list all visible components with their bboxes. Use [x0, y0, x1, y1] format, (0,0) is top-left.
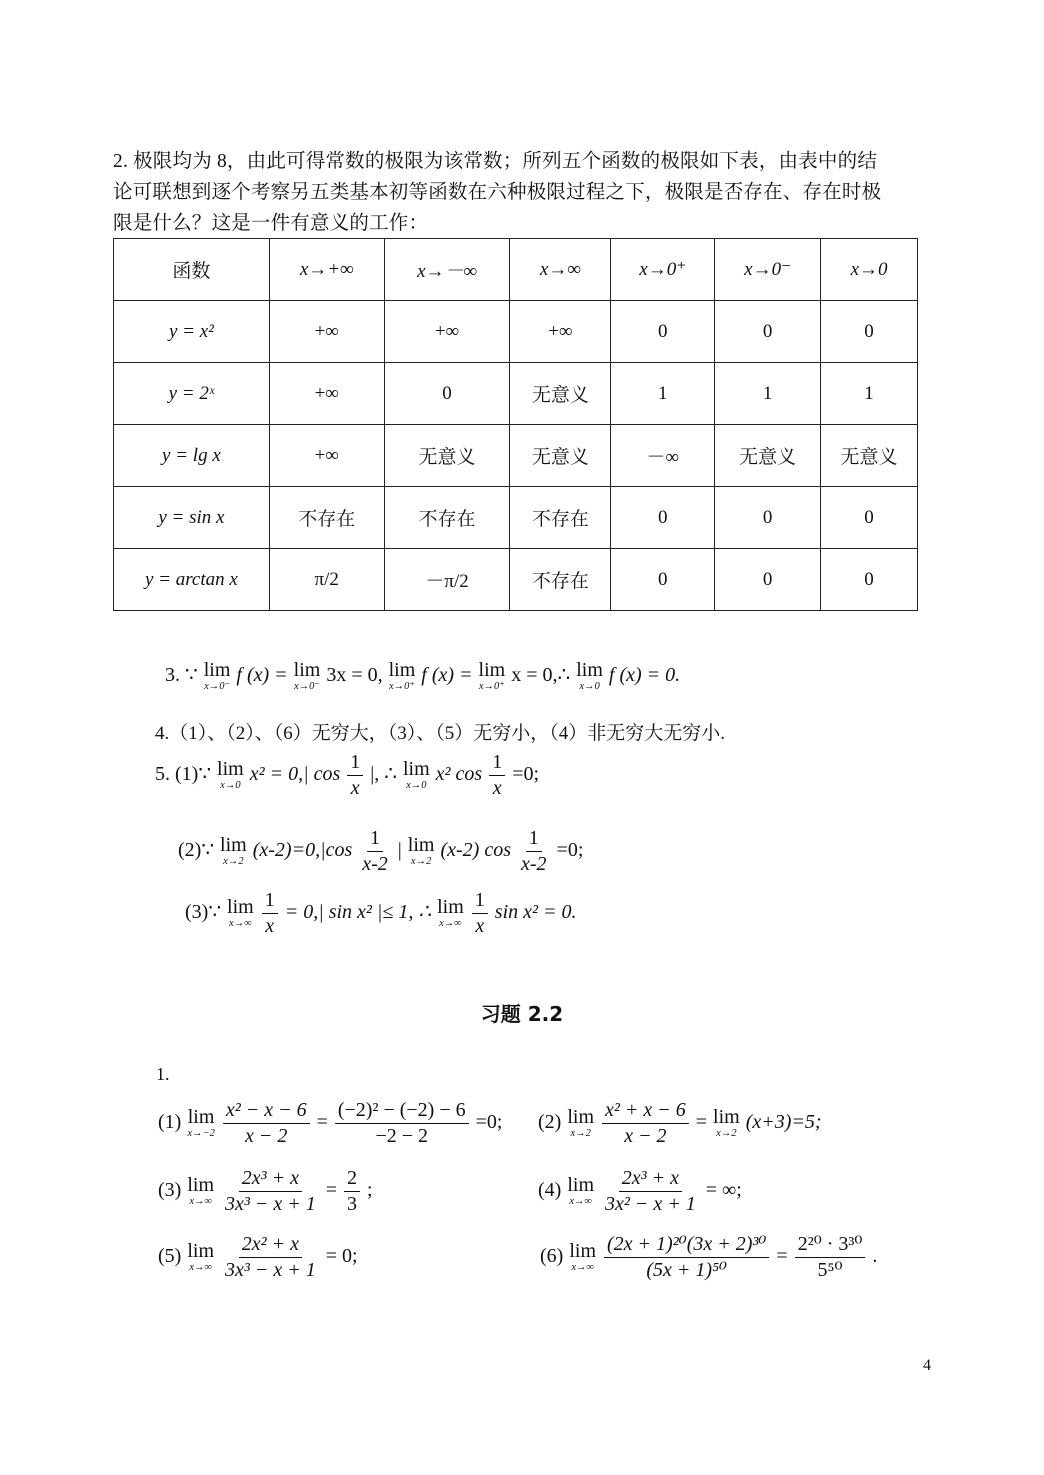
math-fragment: x − 2 — [624, 1125, 667, 1147]
fraction — [222, 1234, 319, 1281]
table-header-cell: x→∞ — [510, 239, 611, 301]
table-cell: 无意义 — [384, 425, 510, 487]
table-cell: 0 — [715, 549, 821, 611]
math-fragment: f (x) = — [421, 663, 473, 686]
math-fragment: x = 0,∴ — [511, 663, 571, 686]
math-fragment: 5⁵⁰ — [817, 1259, 843, 1281]
math-fragment: x² + x − 6 — [602, 1100, 689, 1124]
table-cell: +∞ — [510, 301, 611, 363]
math-fragment: lim — [567, 1174, 594, 1197]
math-fragment: x→∞ — [229, 918, 252, 930]
math-fragment: x→0⁻ — [204, 681, 231, 692]
math-fragment: x→0 — [220, 780, 241, 792]
math-fragment: x→∞ — [189, 1196, 212, 1208]
exercise-1-label: 1. — [156, 1064, 170, 1084]
table-cell: π/2 — [269, 549, 384, 611]
table-header-cell: x→－∞ — [384, 239, 510, 301]
fraction — [347, 752, 363, 799]
math-fragment: |, ∴ — [370, 763, 397, 786]
math-fragment: x→∞ — [569, 1196, 592, 1208]
math-fragment: 1 — [489, 752, 505, 776]
fraction — [222, 1168, 319, 1215]
table-header-cell: x→0⁺ — [611, 239, 715, 301]
math-fragment: = — [325, 1179, 338, 1202]
table-cell: 不存在 — [510, 549, 611, 611]
math-fragment: 3x = 0, — [326, 663, 383, 686]
math-fragment: (5x + 1)⁵⁰ — [646, 1259, 728, 1281]
table-cell: 0 — [715, 301, 821, 363]
math-fragment: x→−2 — [187, 1128, 215, 1140]
exercise-1-part-3 — [158, 1168, 373, 1215]
intro-paragraph — [113, 146, 943, 239]
math-fragment: x→2 — [410, 856, 432, 868]
limit-operator — [187, 1175, 214, 1208]
math-fragment: (1) — [158, 1111, 182, 1134]
math-fragment: x — [265, 915, 275, 937]
limit-operator — [567, 1107, 594, 1140]
table-cell: 无意义 — [510, 363, 611, 425]
table-cell: 不存在 — [384, 487, 510, 549]
math-fragment: 3x³ − x + 1 — [225, 1259, 316, 1281]
table-cell: －∞ — [611, 425, 715, 487]
math-fragment: ∵ — [185, 663, 198, 686]
math-fragment: lim — [567, 1106, 594, 1129]
fraction — [489, 752, 505, 799]
math-fragment: x→0 — [406, 780, 427, 792]
table-row — [114, 301, 918, 363]
table-corner-cell: 函数 — [114, 239, 270, 301]
table-cell: 0 — [821, 487, 918, 549]
limit-operator — [187, 1107, 215, 1140]
math-fragment: x→∞ — [439, 918, 462, 930]
limits-table — [113, 238, 918, 611]
math-fragment: x − 2 — [245, 1125, 288, 1147]
table-row — [114, 363, 918, 425]
table-cell: 0 — [611, 549, 715, 611]
intro-line-1: 2. 极限均为 8，由此可得常数的极限为该常数；所列五个函数的极限如下表，由表中的结 — [113, 151, 878, 172]
table-cell: 无意义 — [821, 425, 918, 487]
math-fragment: = — [316, 1111, 328, 1134]
math-fragment: (6) — [540, 1245, 564, 1268]
math-fragment: lim — [402, 758, 430, 781]
page-number: 4 — [923, 1357, 931, 1374]
function-cell: y = 2ˣ — [114, 363, 270, 425]
limit-operator — [576, 660, 603, 693]
math-fragment: sin x² = 0. — [494, 901, 577, 924]
fraction — [262, 890, 278, 937]
math-fragment: lim — [576, 659, 603, 681]
table-header-cell: x→0 — [821, 239, 918, 301]
math-fragment: x-2 — [362, 853, 388, 875]
math-fragment: x→2 — [223, 856, 244, 868]
fraction — [602, 1100, 689, 1147]
table-cell: 1 — [611, 363, 715, 425]
math-fragment: lim — [227, 896, 254, 919]
fraction — [223, 1100, 310, 1147]
fraction — [795, 1234, 866, 1281]
math-fragment: lim — [569, 1240, 596, 1263]
math-fragment: 2²⁰ · 3³⁰ — [795, 1234, 866, 1258]
math-fragment: (1)∵ — [175, 763, 212, 786]
table-cell: +∞ — [269, 363, 384, 425]
math-fragment: 3. — [165, 663, 180, 686]
math-fragment: =0; — [556, 839, 584, 862]
table-cell: +∞ — [384, 301, 510, 363]
limit-operator — [403, 759, 430, 792]
math-fragment: (x+3)=5; — [745, 1111, 822, 1134]
math-fragment: = — [776, 1245, 788, 1268]
math-fragment: lim — [187, 1106, 215, 1129]
table-header-cell: x→+∞ — [269, 239, 384, 301]
function-cell: y = arctan x — [114, 549, 270, 611]
table-cell: 0 — [384, 363, 510, 425]
math-fragment: lim — [713, 1106, 740, 1129]
math-fragment: lim — [187, 1240, 214, 1263]
table-row — [114, 549, 918, 611]
math-fragment: 3x³ − x + 1 — [225, 1193, 316, 1215]
section-heading: 习题 2.2 — [480, 1002, 564, 1026]
fraction — [518, 828, 550, 875]
intro-line-2: 论可联想到逐个考察另五类基本初等函数在六种极限过程之下，极限是否存在、存在时极 — [113, 182, 882, 203]
math-fragment: x — [492, 777, 502, 799]
fraction — [359, 828, 391, 875]
math-fragment: (x-2) cos — [440, 839, 511, 862]
item-4-text: 4.（1）、（2）、（6）无穷大，（3）、（5）无穷小，（4）非无穷大无穷小. — [155, 723, 726, 744]
math-fragment: = — [695, 1111, 708, 1134]
math-fragment: =0; — [512, 763, 540, 786]
math-fragment: (5) — [158, 1245, 182, 1268]
math-fragment: . — [872, 1245, 878, 1268]
exercise-1-part-1 — [158, 1100, 502, 1147]
math-fragment: 1 — [262, 890, 278, 914]
table-header-row — [114, 239, 918, 301]
limit-operator — [408, 835, 435, 868]
table-row — [114, 425, 918, 487]
table-cell: 无意义 — [715, 425, 821, 487]
math-fragment: x→2 — [570, 1128, 591, 1140]
math-fragment: 1 — [526, 828, 542, 852]
math-fragment: x² − x − 6 — [223, 1100, 310, 1124]
math-fragment: lim — [187, 1174, 214, 1197]
function-cell: y = lg x — [114, 425, 270, 487]
math-fragment: (x-2)=0,|cos — [252, 839, 353, 862]
table-cell: +∞ — [269, 301, 384, 363]
math-fragment: lim — [478, 659, 506, 681]
math-fragment: x — [350, 777, 360, 799]
exercise-1-part-2 — [538, 1100, 822, 1147]
table-cell: 1 — [715, 363, 821, 425]
math-fragment: = 0,| sin x² |≤ 1, ∴ — [284, 901, 432, 924]
limit-operator — [227, 897, 254, 930]
table-cell: 1 — [821, 363, 918, 425]
math-fragment: = ∞; — [705, 1179, 742, 1202]
math-fragment: (3) — [158, 1179, 182, 1202]
exercise-1-part-5 — [158, 1234, 358, 1281]
math-fragment: lim — [388, 659, 416, 681]
math-fragment: 2x³ + x — [619, 1168, 682, 1192]
math-fragment: (4) — [538, 1179, 562, 1202]
math-fragment: x→0 — [579, 681, 600, 692]
math-fragment: x→∞ — [571, 1262, 594, 1274]
math-fragment: =0; — [475, 1111, 503, 1134]
fraction — [344, 1168, 360, 1215]
table-cell: 不存在 — [269, 487, 384, 549]
limit-operator — [204, 660, 231, 693]
function-cell: y = sin x — [114, 487, 270, 549]
table-cell: 0 — [611, 487, 715, 549]
limit-operator — [187, 1241, 214, 1274]
item-5-part-1 — [155, 752, 539, 799]
fraction — [602, 1168, 699, 1215]
table-cell: 不存在 — [510, 487, 611, 549]
math-fragment: x→0⁺ — [388, 681, 415, 692]
math-fragment: 2x² + x — [239, 1234, 302, 1258]
math-fragment: lim — [220, 834, 247, 857]
math-fragment: 3 — [347, 1193, 358, 1215]
math-fragment: 1 — [367, 828, 383, 852]
table-cell: +∞ — [269, 425, 384, 487]
limit-operator — [220, 835, 247, 868]
math-fragment: 1 — [472, 890, 488, 914]
math-fragment: lim — [407, 834, 435, 857]
limit-operator — [389, 660, 416, 693]
math-fragment: x — [475, 915, 485, 937]
exercise-1-part-4 — [538, 1168, 742, 1215]
math-fragment: x→2 — [716, 1128, 737, 1140]
limit-operator — [479, 660, 506, 693]
intro-line-3: 限是什么？这是一件有意义的工作： — [113, 213, 429, 234]
item-5-part-2 — [178, 828, 583, 875]
math-fragment: x→∞ — [189, 1262, 212, 1274]
fraction — [335, 1100, 469, 1147]
math-fragment: 2 — [344, 1168, 360, 1192]
table-row — [114, 487, 918, 549]
math-fragment: (−2)² − (−2) − 6 — [335, 1100, 469, 1124]
limit-operator — [569, 1241, 596, 1274]
item-3-equation — [165, 660, 680, 693]
math-fragment: x² = 0,| cos — [249, 763, 341, 786]
math-fragment: (2)∵ — [178, 839, 215, 862]
math-fragment: lim — [203, 659, 231, 681]
math-fragment: ; — [367, 1179, 373, 1202]
limit-operator — [567, 1175, 594, 1208]
math-fragment: = 0; — [325, 1245, 358, 1268]
fraction — [472, 890, 488, 937]
fraction — [604, 1234, 769, 1281]
math-fragment: 1 — [347, 752, 363, 776]
math-fragment: f (x) = 0. — [608, 663, 681, 686]
math-fragment: −2 − 2 — [375, 1125, 429, 1147]
table-cell: 0 — [821, 549, 918, 611]
math-fragment: | — [397, 839, 402, 862]
math-fragment: x² cos — [435, 763, 483, 786]
table-header-cell: x→0⁻ — [715, 239, 821, 301]
math-fragment: 3x² − x + 1 — [605, 1193, 696, 1215]
math-fragment: lim — [217, 758, 244, 781]
math-fragment: (2) — [538, 1111, 562, 1134]
math-fragment: (3)∵ — [185, 901, 222, 924]
limit-operator — [437, 897, 464, 930]
item-5-part-3 — [185, 890, 577, 937]
limit-operator — [713, 1107, 740, 1140]
math-fragment: lim — [293, 659, 321, 681]
math-fragment: x-2 — [521, 853, 547, 875]
math-fragment: x→0⁻ — [294, 681, 320, 692]
exercise-1-part-6 — [540, 1234, 877, 1281]
math-fragment: lim — [437, 896, 464, 919]
math-fragment: (2x + 1)²⁰(3x + 2)³⁰ — [604, 1234, 769, 1258]
function-cell: y = x² — [114, 301, 270, 363]
math-fragment: f (x) = — [236, 663, 288, 686]
math-fragment: 5. — [155, 763, 170, 786]
limit-operator — [294, 660, 321, 693]
math-fragment: x→0⁺ — [478, 681, 505, 692]
math-fragment: 2x³ + x — [239, 1168, 302, 1192]
table-cell: 0 — [611, 301, 715, 363]
table-cell: 0 — [821, 301, 918, 363]
table-cell: 无意义 — [510, 425, 611, 487]
table-cell: 0 — [715, 487, 821, 549]
limit-operator — [217, 759, 244, 792]
table-cell: －π/2 — [384, 549, 510, 611]
